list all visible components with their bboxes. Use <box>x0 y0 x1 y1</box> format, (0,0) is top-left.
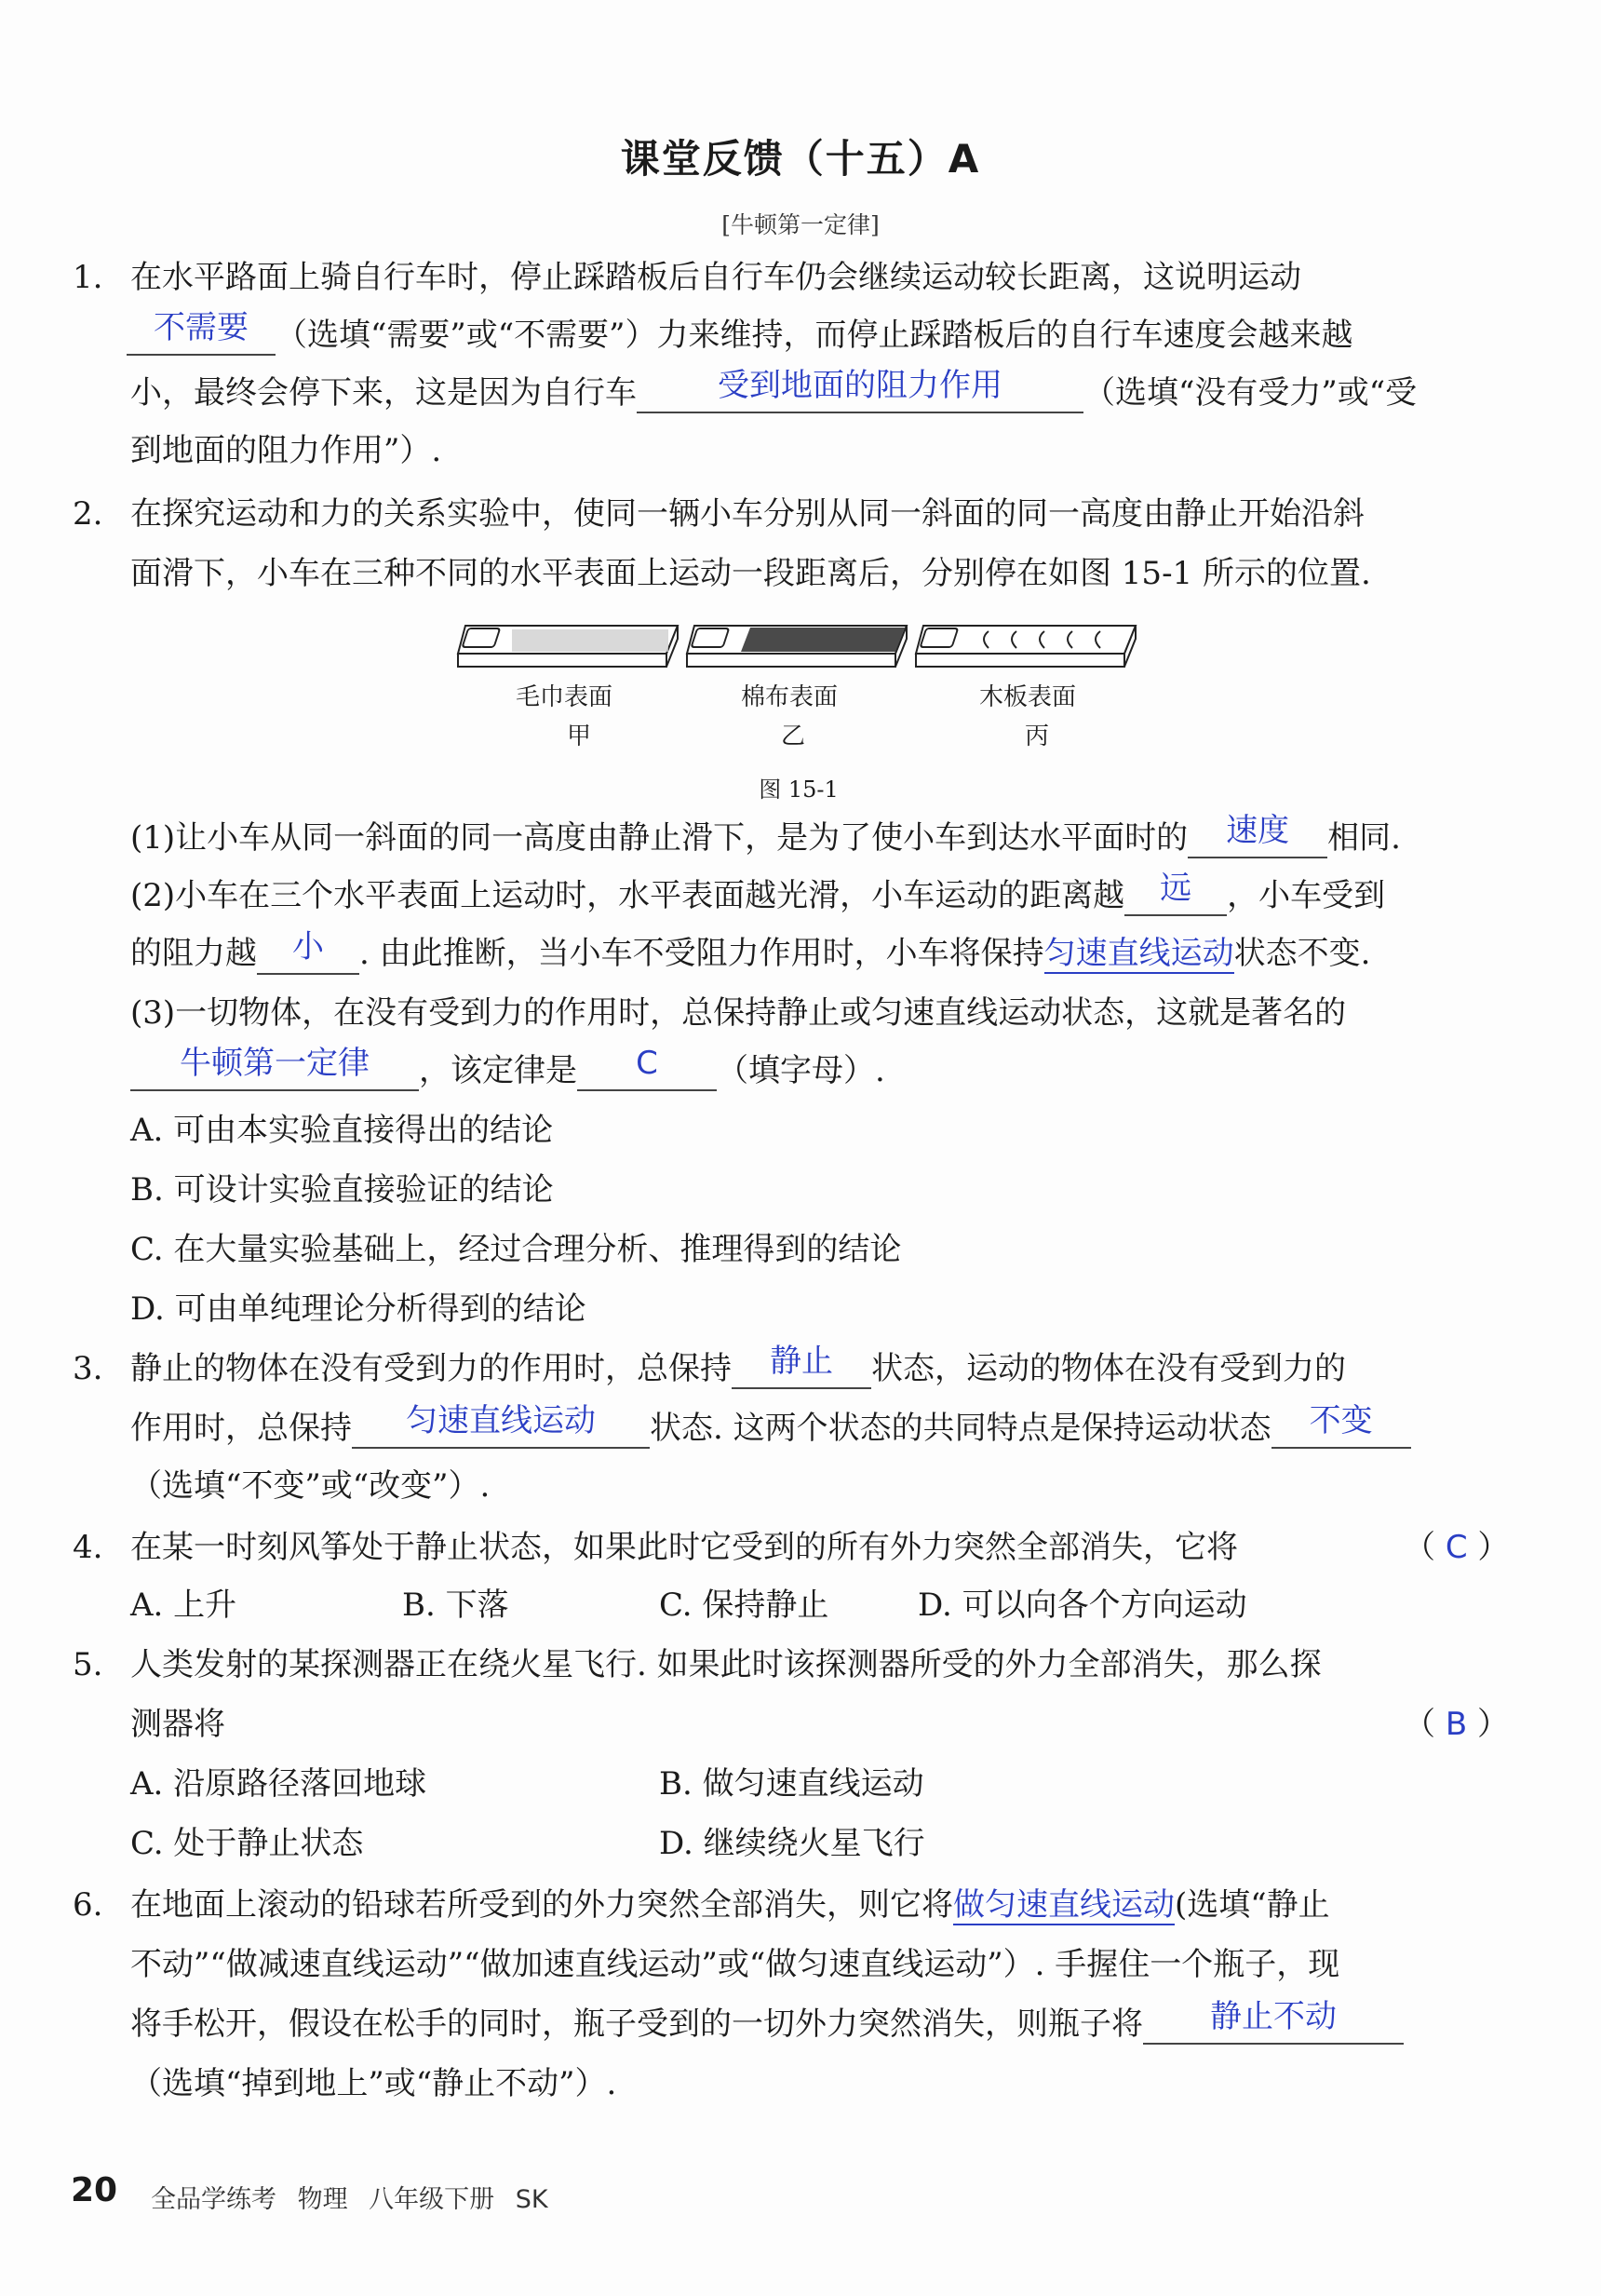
q2-option-a: A. 可由本实验直接得出的结论 <box>130 1112 554 1149</box>
figure-15-1-diagram <box>456 615 1145 682</box>
q5-line-2: 测器将 <box>130 1706 225 1743</box>
figure-sublabel-jia: 甲 <box>566 723 591 750</box>
q1-line-4: 到地面的阻力作用”）. <box>130 432 442 469</box>
q5-option-c: C. 处于静止状态 <box>130 1825 364 1862</box>
wood-surface-track <box>916 626 1136 667</box>
q2-sub-3-line-1: (3)一切物体，在没有受到力的作用时，总保持静止或匀速直线运动状态，这就是著名的 <box>130 994 1347 1032</box>
q4-stem: 在某一时刻风筝处于静止状态，如果此时它受到的所有外力突然全部消失，它将 <box>130 1529 1238 1566</box>
q4-option-d: D. 可以向各个方向运动 <box>918 1587 1247 1624</box>
q2-sub-2-text-d: . 由此推断，当小车不受阻力作用时，小车将保持 <box>359 935 1044 972</box>
q1-line-3 <box>130 367 1418 413</box>
q6-line-3-text-a: 将手松开，假设在松手的同时，瓶子受到的一切外力突然消失，则瓶子将 <box>130 2006 1143 2043</box>
q3-answer-2: 匀速直线运动 <box>406 1402 596 1439</box>
figure-caption: 图 15-1 <box>759 777 839 803</box>
q3-line-1-text-b: 状态，运动的物体在没有受到力的 <box>871 1350 1346 1387</box>
q2-sub-2-text-e: 状态不变. <box>1233 935 1371 972</box>
page-number: 20 <box>71 2171 118 2209</box>
q1-answer-2: 受到地面的阻力作用 <box>718 367 1002 404</box>
q4-answer: C <box>1445 1529 1468 1566</box>
q5-option-b: B. 做匀速直线运动 <box>659 1765 924 1803</box>
q5-answer: B <box>1445 1706 1468 1743</box>
q5-answer-bracket: （ B ） <box>1404 1706 1509 1743</box>
q3-line-1-text-a: 静止的物体在没有受到力的作用时，总保持 <box>130 1350 732 1387</box>
cart-icon <box>921 628 958 647</box>
q2-option-b: B. 可设计实验直接验证的结论 <box>130 1171 554 1209</box>
q2-sub-2-text-c: 的阻力越 <box>130 935 257 972</box>
q1-answer-blank-1[interactable] <box>127 309 276 356</box>
q6-line-2: 不动”“做减速直线运动”“做加速直线运动”或“做匀速直线运动”）. 手握住一个瓶子，现 <box>130 1946 1340 1983</box>
towel-surface-track <box>458 626 678 667</box>
q2-sub-2-answer-3: 匀速直线运动 <box>1043 935 1234 972</box>
q2-sub-2-text-a: (2)小车在三个水平表面上运动时，水平表面越光滑，小车运动的距离越 <box>130 877 1125 914</box>
q2-sub-2-answer-1: 远 <box>1160 870 1192 907</box>
q2-sub-1-answer: 速度 <box>1226 812 1290 849</box>
q5-option-a: A. 沿原路径落回地球 <box>130 1765 427 1803</box>
q1-line-3-text-b: （选填“没有受力”或“受 <box>1083 374 1418 412</box>
q3-line-3: （选填“不变”或“改变”）. <box>130 1467 491 1505</box>
q2-sub-3-blank-1[interactable] <box>130 1045 419 1091</box>
q3-blank-1[interactable] <box>732 1343 871 1389</box>
q2-sub-3-line-2 <box>130 1045 885 1091</box>
q2-sub-2-line-2 <box>130 928 1371 975</box>
q4-answer-bracket: （ C ） <box>1404 1529 1510 1566</box>
q6-line-1-text-a: 在地面上滚动的铅球若所受到的外力突然全部消失，则它将 <box>130 1886 953 1924</box>
q2-sub-1-blank[interactable] <box>1188 812 1327 858</box>
q1-answer-1: 不需要 <box>154 309 249 346</box>
q4-option-b: B. 下落 <box>402 1587 509 1624</box>
page-subtitle: [牛顿第一定律] <box>721 211 880 238</box>
question-1-number: 1. <box>73 259 103 296</box>
q6-line-4: （选填“掉到地上”或“静止不动”）. <box>130 2065 617 2102</box>
question-5-number: 5. <box>73 1646 103 1683</box>
q2-sub-1-text-a: (1)让小车从同一斜面的同一高度由静止滑下，是为了使小车到达水平面时的 <box>130 819 1189 857</box>
q4-option-c: C. 保持静止 <box>659 1587 829 1624</box>
q1-line-2-text: （选填“需要”或“不需要”）力来维持，而停止踩踏板后的自行车速度会越来越 <box>276 317 1353 354</box>
question-3-number: 3. <box>73 1350 103 1387</box>
q3-line-2-text-a: 作用时，总保持 <box>130 1410 352 1447</box>
q3-answer-1: 静止 <box>770 1343 833 1380</box>
q6-line-3 <box>130 1998 1404 2045</box>
q6-line-1 <box>130 1884 1330 1925</box>
q3-line-2-text-b: 状态. 这两个状态的共同特点是保持运动状态 <box>650 1410 1271 1447</box>
page-title: 课堂反馈（十五）A <box>620 136 981 182</box>
q2-sub-3-text-c: （填字母）. <box>717 1052 885 1089</box>
q2-sub-2-blank-2[interactable] <box>257 928 359 975</box>
q3-blank-3[interactable] <box>1271 1402 1411 1449</box>
q2-sub-3-text-b: ，该定律是 <box>419 1052 577 1089</box>
q2-sub-3-blank-2[interactable] <box>577 1045 717 1091</box>
q6-answer-2: 静止不动 <box>1210 1998 1337 2035</box>
q1-line-3-text-a: 小，最终会停下来，这是因为自行车 <box>130 374 637 412</box>
q5-line-1: 人类发射的某探测器正在绕火星飞行. 如果此时该探测器所受的外力全部消失，那么探 <box>130 1646 1322 1683</box>
q2-line-2: 面滑下，小车在三种不同的水平表面上运动一段距离后，分别停在如图 15-1 所示的位置. <box>130 555 1371 592</box>
figure-label-towel: 毛巾表面 <box>515 683 612 711</box>
q2-sub-1-text-b: 相同. <box>1327 819 1401 857</box>
cart-icon <box>692 628 729 647</box>
question-6-number: 6. <box>73 1886 103 1924</box>
q1-line-1: 在水平路面上骑自行车时，停止踩踏板后自行车仍会继续运动较长距离，这说明运动 <box>130 259 1301 296</box>
q2-sub-2-answer-2: 小 <box>292 928 324 966</box>
q5-option-d: D. 继续绕火星飞行 <box>659 1825 925 1862</box>
figure-sublabel-yi: 乙 <box>780 723 805 750</box>
q4-option-a: A. 上升 <box>130 1587 237 1624</box>
q3-line-1 <box>130 1343 1346 1389</box>
q1-line-2 <box>130 309 1353 356</box>
q1-answer-blank-2[interactable] <box>637 367 1083 413</box>
q2-sub-3-answer-2: C <box>636 1045 658 1082</box>
q2-sub-2-text-b: ，小车受到 <box>1227 877 1386 914</box>
question-4-number: 4. <box>73 1529 103 1566</box>
q2-sub-2-blank-1[interactable] <box>1124 870 1227 916</box>
q6-blank-2[interactable] <box>1143 1998 1404 2045</box>
q2-sub-2-line-1 <box>130 870 1386 916</box>
q6-answer-1: 做匀速直线运动 <box>953 1886 1175 1924</box>
cotton-surface-track <box>687 626 907 667</box>
q3-answer-3: 不变 <box>1309 1402 1373 1439</box>
question-2-number: 2. <box>73 495 103 533</box>
q2-option-d: D. 可由单纯理论分析得到的结论 <box>130 1290 586 1328</box>
q3-line-2 <box>130 1402 1411 1449</box>
q2-sub-3-answer-1: 牛顿第一定律 <box>180 1045 370 1082</box>
footer-book-info: 全品学练考 物理 八年级下册 SK <box>151 2185 548 2214</box>
q2-line-1: 在探究运动和力的关系实验中，使同一辆小车分别从同一斜面的同一高度由静止开始沿斜 <box>130 495 1365 533</box>
figure-sublabel-bing: 丙 <box>1024 723 1049 750</box>
figure-label-wood: 木板表面 <box>978 683 1076 711</box>
figure-label-cotton: 棉布表面 <box>740 683 838 711</box>
cart-icon <box>463 628 500 647</box>
q6-line-1-text-b: (选填“静止 <box>1175 1886 1330 1924</box>
q2-option-c: C. 在大量实验基础上，经过合理分析、推理得到的结论 <box>130 1231 902 1268</box>
q2-sub-1 <box>130 812 1401 858</box>
q3-blank-2[interactable] <box>352 1402 650 1449</box>
